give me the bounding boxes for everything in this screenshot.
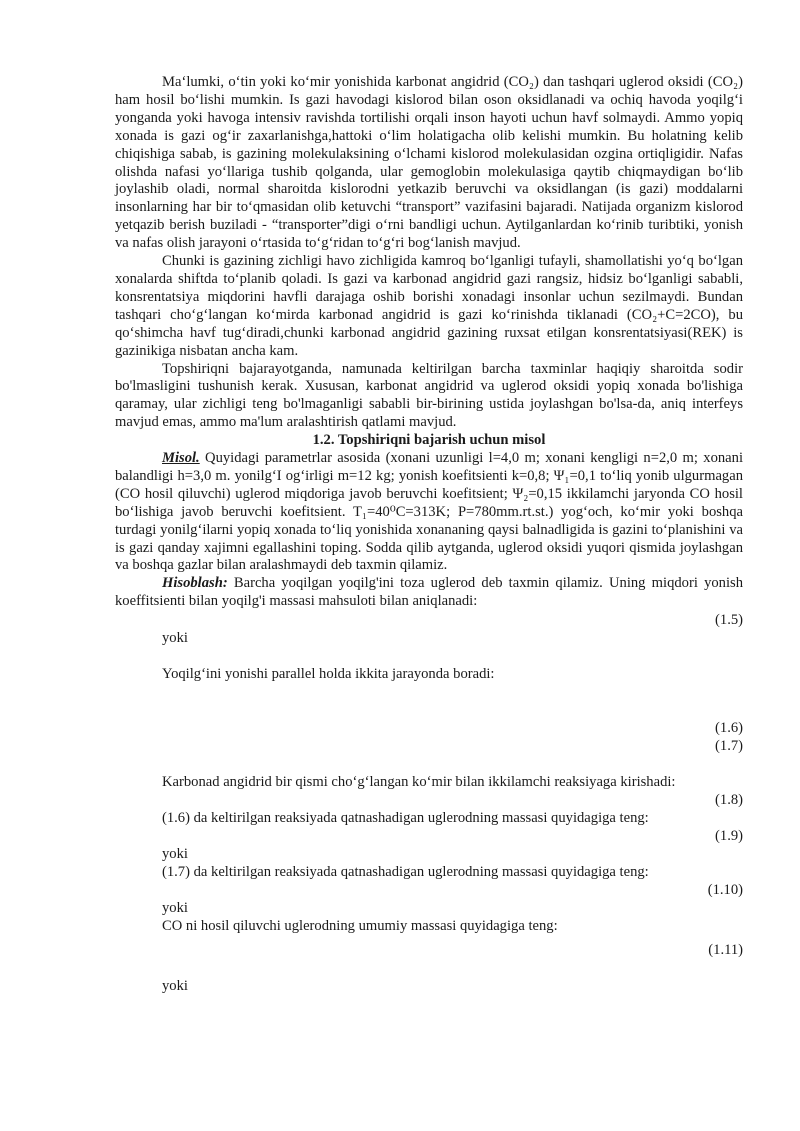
equation-number-1-6: (1.6) — [715, 720, 743, 737]
equation-spacer — [115, 755, 743, 773]
paragraph-density: Chunki is gazining zichligi havo zichligida kamroq bo‘lganligi tufayli, shamollatishi yo‘q bo‘lgan xonalarda shiftda to‘planib qoladi. Is gazi va karbonad angidrid gazi rangsiz, hidsiz bo‘lganligi sababli, konsrentatsiya miqdorini havfli darajaga oshib borishi xonadagi insonlar uchun sezilmaydi. Bundan tashqari cho‘g‘langan ko‘mirda karbonad angidrid is gazi ko‘rinishda tiklanadi (CO₂+C=2CO), bu qo‘shimcha havf tug‘diradi,chunki karbonad angidrid gazining ruxsat etilgan konsrentatsiyasi(REK) is gazinikiga nisbatan ancha kam. — [115, 253, 743, 359]
text-yoki: yoki — [162, 978, 188, 995]
equation-spacer — [115, 701, 743, 719]
section-heading: 1.2. Topshiriqni bajarish uchun misol — [312, 432, 546, 449]
text-reaction-1-6: (1.6) da keltirilgan reaksiyada qatnashadigan uglerodning massasi quyidagiga teng: — [162, 810, 649, 827]
example-label: Misol. — [162, 450, 200, 467]
equation-number-1-11: (1.11) — [708, 942, 743, 959]
equation-number-1-7: (1.7) — [715, 738, 743, 755]
example-text: Quyidagi parametrlar asosida (xonani uzunligi l=4,0 m; xonani kengligi n=2,0 m; xonani balandligi h=3,0 m. yonilg‘I og‘irligi m=12 kg; yonish koefitsienti k=0,8; Ψ₁=0,1 to‘liq yonib ulgurmagan (CO hosil qiluvchi) uglerod miqdoriga javob beruvchi koefitsient; Ψ₂=0,15 ikkilamchi jaryonda CO hosil bo‘lishiga javob beruvchi koefitsient. T₁=40⁰C=313K; P=780mm.rt.st.) yog‘och, ko‘mir yoki boshqa turdagi yonilg‘ilarni yopiq xonada to‘liq yonishida xonananing qaysi balnadligida is gazini to‘planishini va is gazi qanday xajimni egallashini toping. Sodda qilib aytganda, uglerod oksidi yuqori qismida joylashgan va boshqa gazlar bilan aralashmaydi deb taxmin qilamiz. — [115, 450, 743, 574]
text-co-total: CO ni hosil qiluvchi uglerodning umumiy massasi quyidagiga teng: — [162, 918, 558, 935]
equation-number-1-8: (1.8) — [715, 792, 743, 809]
equation-number-1-10: (1.10) — [707, 882, 743, 899]
calculation-text: Barcha yoqilgan yoqilg'ini toza uglerod deb taxmin qilamiz. Uning miqdori yonish koeffitsienti bilan yoqilg'i massasi mahsuloti bilan aniqlanadi: — [115, 575, 743, 610]
equation-number-1-5: (1.5) — [715, 612, 743, 629]
equation-number-1-9: (1.9) — [715, 828, 743, 845]
equation-spacer — [115, 959, 743, 977]
text-yoki: yoki — [162, 900, 188, 917]
paragraph-intro: Ma‘lumki, o‘tin yoki ko‘mir yonishida karbonat angidrid (CO₂) dan tashqari uglerod oksidi (CO₂) ham hosil bo‘lishi mumkin. Is gazi havodagi kislorod bilan oson oksidlanadi va ochiq havoda yoqilg‘i yonganda yoki havoga intensiv ravishda tortilishi orqali inson hayoti uchun havf solmaydi. Ammo yopiq xonada is gazi og‘ir zaxarlanishga,hattoki o‘lim holatigacha olib kelishi mumkin. Bu holatning kelib chiqishiga sabab, is gazining molekulaksining o‘lchami kislorod molekulasidan ozgina ortiqligidir. Nafas olishda nafasi yo‘llariga tushib qolganda, ular gemoglobin molekulasiga qaytib chiqmaydigan bo‘lib joylashib oladi, normal sharoitda kislorodni yetkazib beruvchi va oksidlangan (is gazi) moddalarni insonlarning har bir to‘qmasidan olib ketuvchi “transport” vazifasini bajaradi. Natijada organizm kislorod yetqazib berish buziladi - “transporter”digi o‘rni bandligi uchun. Aytilganlardan ko‘rinib turibtiki, yonish va nafas olish jarayoni o‘rtasida to‘g‘ridan to‘g‘ri bog‘lanish mavjud. — [115, 74, 743, 252]
paragraph-assumptions: Topshiriqni bajarayotganda, namunada keltirilgan barcha taxminlar haqiqiy sharoitda sodir bo'lmasligini tushunish kerak. Xususan, karbonat angidrid va uglerod oksidi yopiq xonada bo'lishiga qaramay, ular zichligi teng bo'lmaganligi sababli bir-birining ustida joylashgan bo'lsa-da, aniq interfeys mavjud emas, ammo ma'lum aralashtirish qatlami mavjud. — [115, 360, 743, 431]
equation-spacer — [115, 683, 743, 701]
equation-spacer — [115, 647, 743, 665]
text-yoki: yoki — [162, 846, 188, 863]
text-karbonad: Karbonad angidrid bir qismi cho‘g‘langan ko‘mir bilan ikkilamchi reaksiyaga kirishadi: — [162, 774, 676, 791]
text-yoki: yoki — [162, 630, 188, 647]
paragraph-example — [115, 450, 743, 575]
text-parallel: Yoqilg‘ini yonishi parallel holda ikkita jarayonda boradi: — [162, 666, 495, 683]
text-reaction-1-7: (1.7) da keltirilgan reaksiyada qatnashadigan uglerodning massasi quyidagiga teng: — [162, 864, 649, 881]
calculation-label: Hisoblash: — [162, 575, 228, 592]
paragraph-calculation — [115, 575, 743, 611]
document-page — [115, 74, 743, 995]
